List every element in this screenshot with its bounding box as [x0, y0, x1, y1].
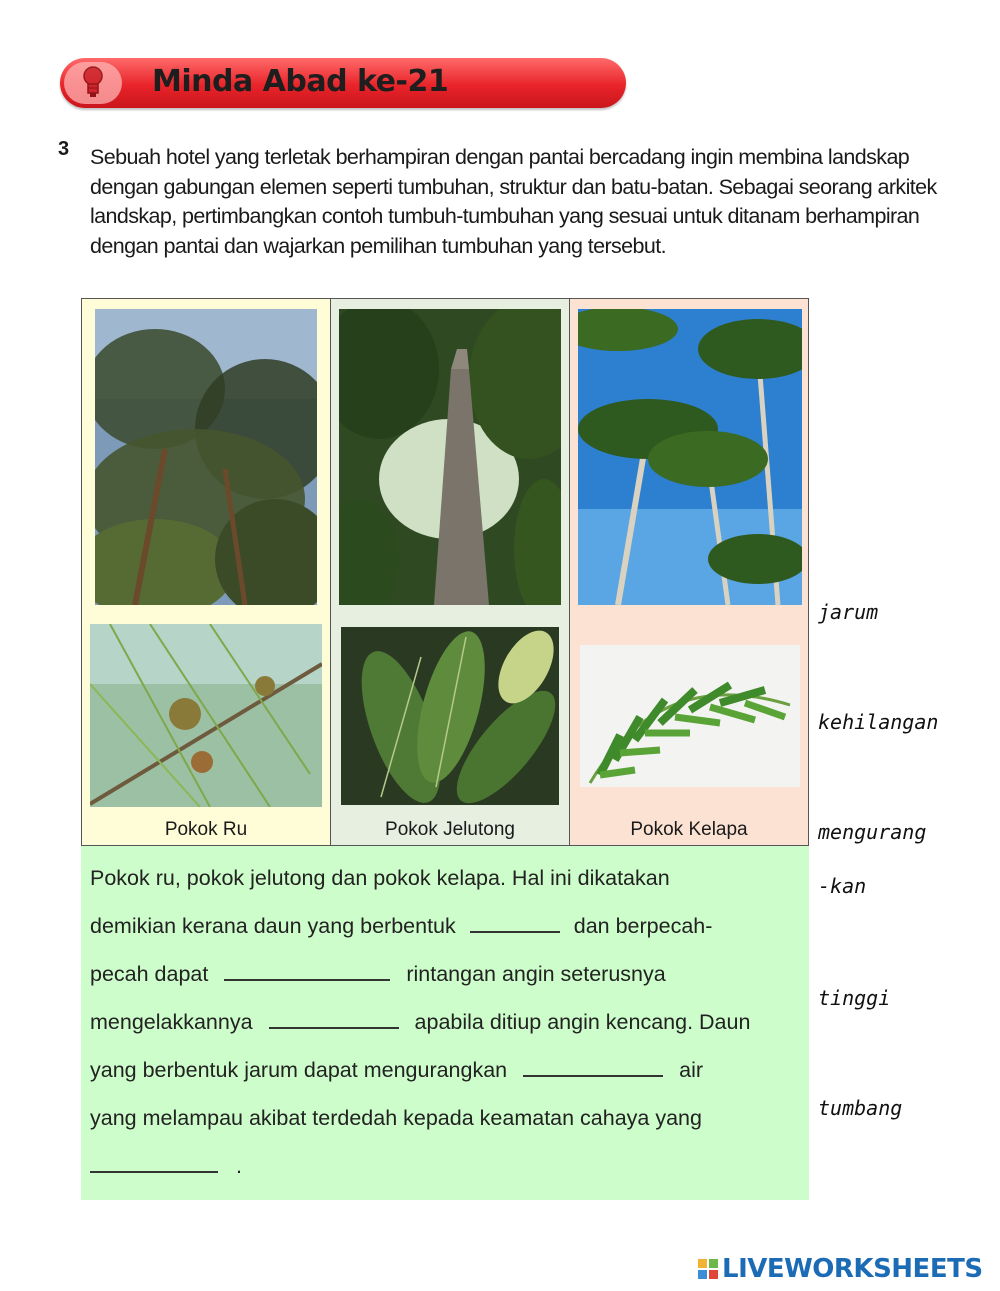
question-number: 3 — [58, 138, 70, 160]
logo-text: LIVEWORKSHEETS — [722, 1254, 983, 1284]
answer-line: yang berbentuk jarum dapat mengurangkan air — [90, 1046, 802, 1094]
answer-paragraph — [90, 854, 802, 1190]
jelutong-leaf-photo — [341, 627, 559, 805]
blank-2[interactable] — [224, 959, 390, 981]
blank-1[interactable] — [470, 911, 560, 933]
jelutong-tree-photo — [339, 309, 561, 605]
answer-line: . — [90, 1142, 802, 1190]
word-bank-item[interactable]: mengurang — [818, 820, 927, 844]
logo-grid-icon — [698, 1259, 718, 1279]
answer-line: mengelakkannya apabila ditiup angin kencang. Daun — [90, 998, 802, 1046]
word-bank-item[interactable]: kehilangan — [818, 710, 939, 734]
answer-line: pecah dapat rintangan angin seterusnya — [90, 950, 802, 998]
answer-line: yang melampau akibat terdedah kepada keamatan cahaya yang — [90, 1106, 702, 1130]
ru-tree-photo — [95, 309, 317, 605]
plant-name-ru: Pokok Ru — [164, 819, 248, 840]
kelapa-tree-photo — [578, 309, 802, 605]
blank-3[interactable] — [269, 1007, 399, 1029]
answer-line: demikian kerana daun yang berbentuk dan berpecah- — [90, 902, 802, 950]
plant-name-jelutong: Pokok Jelutong — [385, 819, 515, 840]
word-bank-item[interactable]: -kan — [818, 874, 867, 898]
kelapa-frond-photo — [580, 645, 800, 787]
banner-title: Minda Abad ke-21 — [152, 64, 449, 99]
plant-column-ru — [82, 299, 331, 845]
lightbulb-icon — [64, 62, 122, 104]
word-bank-item[interactable]: tinggi — [818, 986, 891, 1010]
answer-box — [81, 846, 809, 1200]
answer-line: Pokok ru, pokok jelutong dan pokok kelapa. Hal ini dikatakan — [90, 866, 670, 890]
blank-4[interactable] — [523, 1055, 663, 1077]
question-text: Sebuah hotel yang terletak berhampiran dengan pantai bercadang ingin membina landskap dengan gabungan elemen seperti tumbuhan, struktur dan batu-batan. Sebagai seorang arkitek landskap, pertimbangkan contoh tumbuh-tumbuhan yang sesuai untuk ditanam berhampiran dengan pantai dan wajarkan pemilihan tumbuhan yang tersebut. — [90, 145, 937, 258]
plant-name-kelapa: Pokok Kelapa — [630, 819, 748, 840]
word-bank-item[interactable]: jarum — [818, 600, 879, 624]
plant-table — [81, 298, 809, 846]
plant-column-kelapa — [570, 299, 808, 845]
plant-column-jelutong — [331, 299, 570, 845]
liveworksheets-logo — [698, 1254, 983, 1284]
ru-needle-photo — [90, 624, 322, 807]
blank-5[interactable] — [90, 1151, 218, 1173]
section-banner — [60, 58, 626, 108]
word-bank-item[interactable]: tumbang — [818, 1096, 903, 1120]
